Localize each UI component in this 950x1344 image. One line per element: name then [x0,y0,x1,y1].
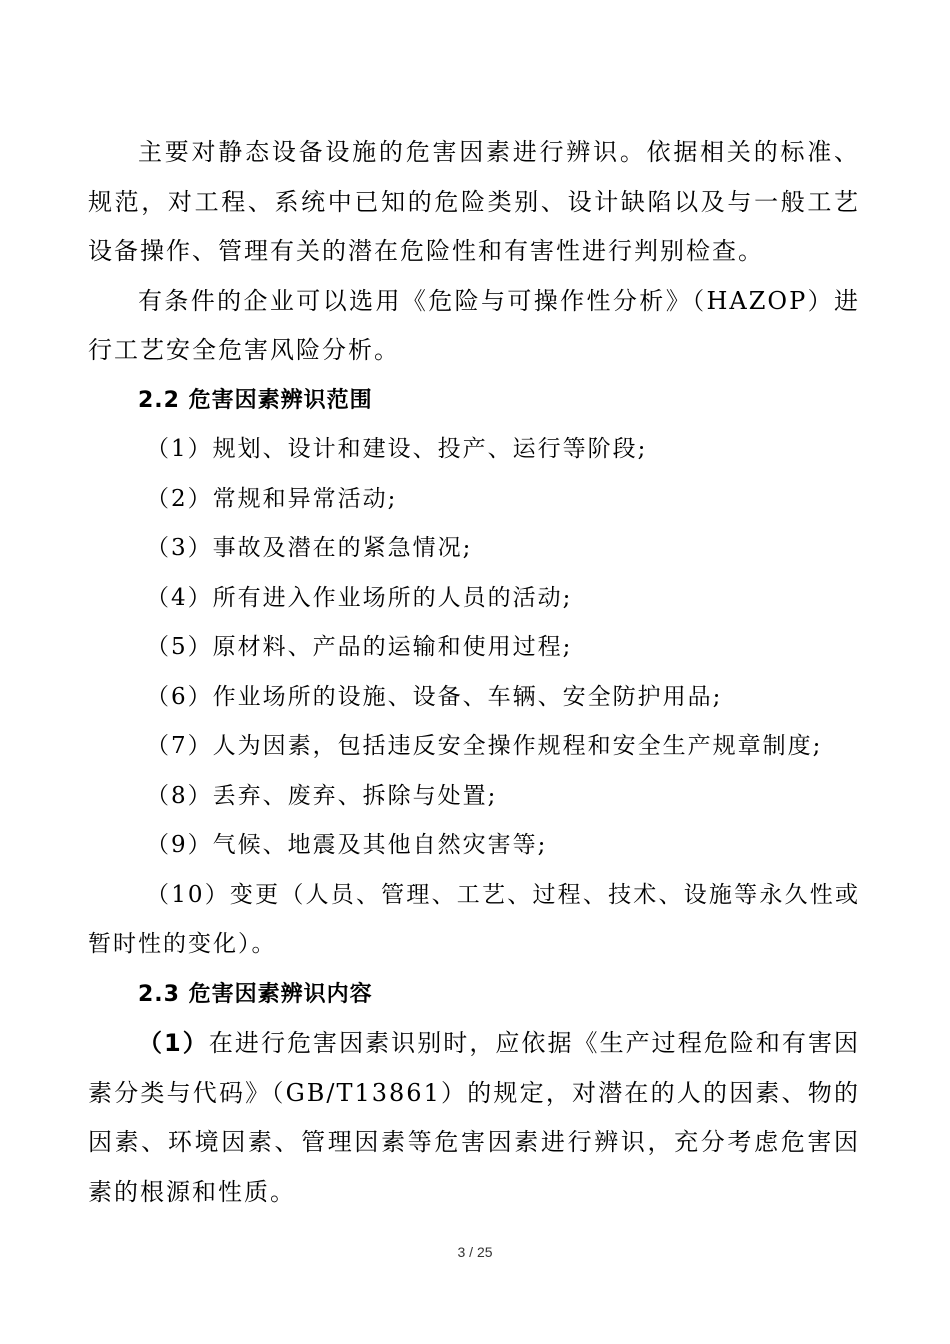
list-item: （7）人为因素，包括违反安全操作规程和安全生产规章制度; [146,733,823,759]
list-item: （3）事故及潜在的紧急情况; [146,535,473,561]
item-text: 在进行危害因素识别时，应依据《生产过程危险和有害因素分类与代码》（GB/T13861）的规定，对潜在的人的因素、物的因素、环境因素、管理因素等危害因素进行辨识，充分考虑危害因素的根源和性质。 [88,1029,860,1206]
section-heading-2-3: 2.3 危害因素辨识内容 [138,981,373,1007]
list-item: （6）作业场所的设施、设备、车辆、安全防护用品; [146,683,723,710]
list-item: （2）常规和异常活动; [146,485,398,512]
section-heading-2-2: 2.2 危害因素辨识范围 [138,387,373,413]
document-page [88,128,860,1217]
paragraph-hazop: 有条件的企业可以选用《危险与可操作性分析》（HAZOP）进行工艺安全危害风险分析。 [88,286,860,364]
page-number: 3 / 25 [457,1244,493,1260]
list-item: （10）变更（人员、管理、工艺、过程、技术、设施等永久性或暂时性的变化）。 [88,881,860,957]
list-item: （5）原材料、产品的运输和使用过程; [146,634,573,660]
paragraph-identification-content [88,1019,860,1217]
list-item: （8）丢弃、废弃、拆除与处置; [146,782,498,809]
paragraph-static-equipment: 主要对静态设备设施的危害因素进行辨识。依据相关的标准、规范，对工程、系统中已知的危险类别、设计缺陷以及与一般工艺设备操作、管理有关的潜在危险性和有害性进行判别检查。 [88,138,860,265]
item-number-lead: （1） [138,1029,209,1057]
list-item: （4）所有进入作业场所的人员的活动; [146,584,573,611]
list-item: （9）气候、地震及其他自然灾害等; [146,832,548,858]
list-item: （1）规划、设计和建设、投产、运行等阶段; [146,436,648,462]
